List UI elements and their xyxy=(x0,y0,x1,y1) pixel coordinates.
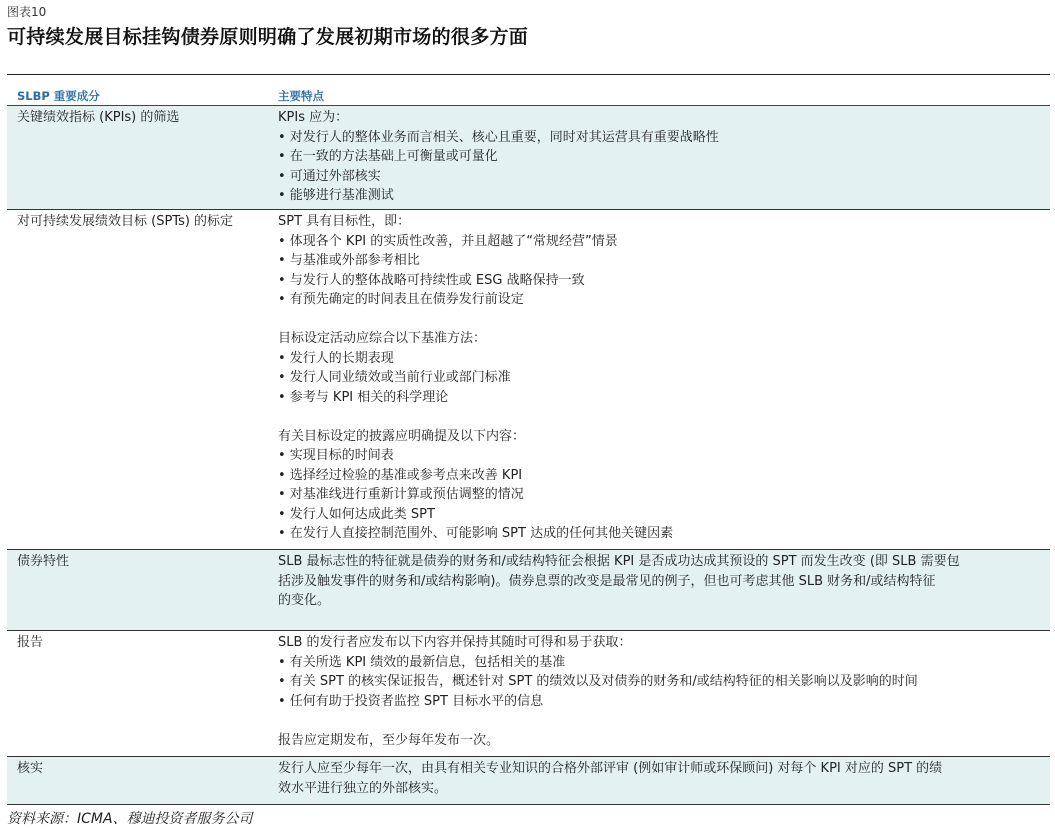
figure-label: 图表10 xyxy=(7,5,47,19)
component-cell: 对可持续发展绩效目标 (SPTs) 的标定 xyxy=(17,214,234,229)
slbp-table xyxy=(7,84,1050,805)
bullet-line: • 体现各个 KPI 的实质性改善，并且超越了“常规经营”情景 xyxy=(278,233,618,249)
page-title: 可持续发展目标挂钩债券原则明确了发展初期市场的很多方面 xyxy=(7,26,529,48)
bullet-line: • 与基准或外部参考相比 xyxy=(278,253,420,268)
features-cell xyxy=(271,550,1050,630)
bullet-line: • 在发行人直接控制范围外、可能影响 SPT 达成的任何其他关键因素 xyxy=(278,526,674,541)
bullet-line: • 与发行人的整体战略可持续性或 ESG 战略保持一致 xyxy=(278,272,585,288)
bullet-line: • 参考与 KPI 相关的科学理论 xyxy=(278,389,449,405)
bullet-line: • 有关所选 KPI 绩效的最新信息，包括相关的基准 xyxy=(278,654,566,670)
bullet-line: • 对发行人的整体业务而言相关、核心且重要，同时对其运营具有重要战略性 xyxy=(278,129,719,145)
table-row-reporting xyxy=(7,631,1050,757)
top-divider xyxy=(7,74,1050,75)
bullet-line: • 可通过外部核实 xyxy=(278,168,381,184)
text-line: SLB 最标志性的特征就是债券的财务和/或结构特征会根据 KPI 是否成功达成其预设的 SPT 而发生改变 (即 SLB 需要包 xyxy=(278,554,960,569)
component-cell: 关键绩效指标 (KPIs) 的筛选 xyxy=(17,110,180,125)
component-cell: 报告 xyxy=(17,635,44,650)
bullet-line: • 发行人同业绩效或当前行业或部门标准 xyxy=(278,370,511,385)
bullet-line: • 能够进行基准测试 xyxy=(278,188,394,203)
text-line: 有关目标设定的披露应明确提及以下内容： xyxy=(278,428,526,444)
text-line: SPT 具有目标性，即： xyxy=(278,214,411,229)
features-cell xyxy=(271,210,1050,549)
bullet-line: • 发行人的长期表现 xyxy=(278,350,394,366)
text-line: KPIs 应为： xyxy=(278,110,349,125)
bullet-line: • 发行人如何达成此类 SPT xyxy=(278,506,435,522)
header-component: SLBP 重要成分 xyxy=(17,89,100,103)
features-cell xyxy=(271,631,1050,756)
features-cell xyxy=(271,757,1050,804)
text-line: 发行人应至少每年一次，由具有相关专业知识的合格外部评审 (例如审计师或环保顾问) 对每个 KPI 对应的 SPT 的绩 xyxy=(278,761,943,776)
component-cell: 债券特性 xyxy=(17,554,70,569)
text-line: SLB 的发行者应发布以下内容并保持其随时可得和易于获取： xyxy=(278,635,632,650)
table-row-bond-features xyxy=(7,550,1050,631)
text-line: 的变化。 xyxy=(278,593,331,608)
text-line: 目标设定活动应综合以下基准方法： xyxy=(278,331,487,346)
text-line: 括涉及触发事件的财务和/或结构影响)。债券息票的改变是最常见的例子，但也可考虑其他 SLB 财务和/或结构特征 xyxy=(278,573,936,589)
bullet-line: • 有预先确定的时间表且在债券发行前设定 xyxy=(278,292,524,307)
bullet-line: • 选择经过检验的基准或参考点来改善 KPI xyxy=(278,467,523,483)
bullet-line: • 有关 SPT 的核实保证报告，概述针对 SPT 的绩效以及对债券的财务和/或结构特征的相关影响以及影响的时间 xyxy=(278,674,918,689)
table-row-kpi xyxy=(7,106,1050,210)
source-note: 资料来源：ICMA、穆迪投资者服务公司 xyxy=(7,811,253,827)
header-features: 主要特点 xyxy=(278,89,324,103)
bullet-line: • 对基准线进行重新计算或预估调整的情况 xyxy=(278,487,524,502)
text-line: 效水平进行独立的外部核实。 xyxy=(278,780,448,796)
text-line: 报告应定期发布，至少每年发布一次。 xyxy=(278,732,500,748)
bullet-line: • 实现目标的时间表 xyxy=(278,448,394,463)
bullet-line: • 在一致的方法基础上可衡量或可量化 xyxy=(278,149,498,164)
features-cell xyxy=(271,106,1050,209)
table-row-verification xyxy=(7,757,1050,805)
table-header xyxy=(7,84,1050,106)
table-row-spt xyxy=(7,210,1050,550)
bullet-line: • 任何有助于投资者监控 SPT 目标水平的信息 xyxy=(278,693,544,709)
component-cell: 核实 xyxy=(17,761,44,776)
